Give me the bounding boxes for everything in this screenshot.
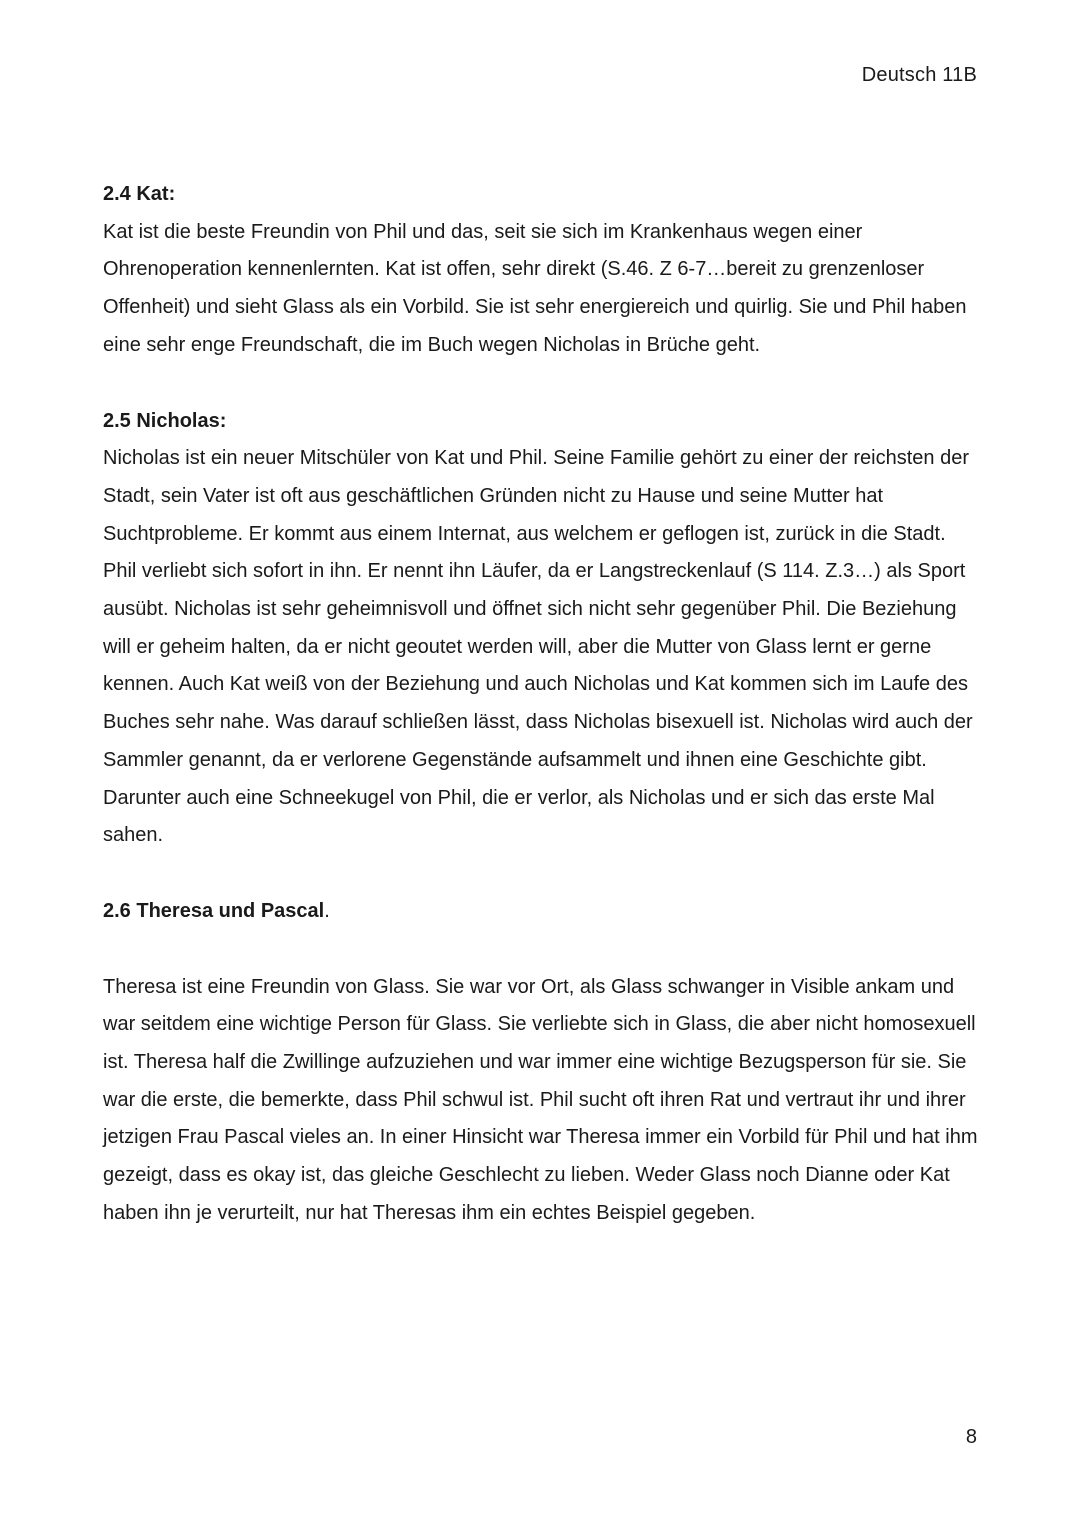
page-number: 8 — [965, 1426, 977, 1448]
section-heading-theresa-pascal-title: 2.6 Theresa und Pascal — [103, 899, 325, 922]
section-text-theresa-pascal: Theresa ist eine Freundin von Glass. Sie war vor Ort, als Glass schwanger in Visible ankam und war seitdem eine wichtige Person für Glass. Sie verliebte sich in Glass, die aber nicht homosexuell ist. Theresa half die Zwillinge aufzuziehen und war immer eine wichtige Bezugsperson für sie. Sie war die erste, die bemerkte, dass Phil schwul ist. Phil sucht oft ihren Rat und vertraut ihr und ihrer jetzigen Frau Pascal vieles an. In einer Hinsicht war Theresa immer ein Vorbild für Phil und hat ihm gezeigt, dass es okay ist, das gleiche Geschlecht zu lieben. Weder Glass noch Dianne oder Kat haben ihn je verurteilt, nur hat Theresas ihm ein echtes Beispiel gegeben. — [103, 975, 978, 1224]
section-heading-theresa-pascal — [103, 893, 983, 931]
section-heading-nicholas: 2.5 Nicholas: — [103, 409, 227, 432]
section-spacer — [103, 365, 983, 403]
section-heading-kat: 2.4 Kat: — [103, 183, 176, 205]
document-body — [103, 176, 983, 1233]
section-spacer — [103, 855, 983, 893]
section-text-kat: Kat ist die beste Freundin von Phil und das, seit sie sich im Krankenhaus wegen einer Ohrenoperation kennenlernten. Kat ist offen, sehr direkt (S.46. Z 6-7…bereit zu grenzenloser Offenheit) und sieht Glass als ein Vorbild. Sie ist sehr energiereich und quirlig. Sie und Phil haben eine sehr enge Freundschaft, die im Buch wegen Nicholas in Brüche geht. — [103, 220, 967, 356]
document-header-course: Deutsch 11B — [861, 64, 977, 86]
section-spacer — [103, 931, 983, 969]
section-heading-theresa-pascal-suffix: . — [324, 899, 330, 922]
section-text-nicholas: Nicholas ist ein neuer Mitschüler von Kat und Phil. Seine Familie gehört zu einer der reichsten der Stadt, sein Vater ist oft aus geschäftlichen Gründen nicht zu Hause und seine Mutter hat Suchtprobleme. Er kommt aus einem Internat, aus welchem er geflogen ist, zurück in die Stadt. Phil verliebt sich sofort in ihn. Er nennt ihn Läufer, da er Langstreckenlauf (S 114. Z.3…) als Sport ausübt. Nicholas ist sehr geheimnisvoll und öffnet sich nicht sehr gegenüber Phil. Die Beziehung will er geheim halten, da er nicht geoutet werden will, aber die Mutter von Glass lernt er gerne kennen. Auch Kat weiß von der Beziehung und auch Nicholas und Kat kommen sich im Laufe des Buches sehr nahe. Was darauf schließen lässt, dass Nicholas bisexuell ist. Nicholas wird auch der Sammler genannt, da er verlorene Gegenstände aufsammelt und ihnen eine Geschichte gibt. Darunter auch eine Schneekugel von Phil, die er verlor, als Nicholas und er sich das erste Mal sahen. — [103, 447, 973, 847]
